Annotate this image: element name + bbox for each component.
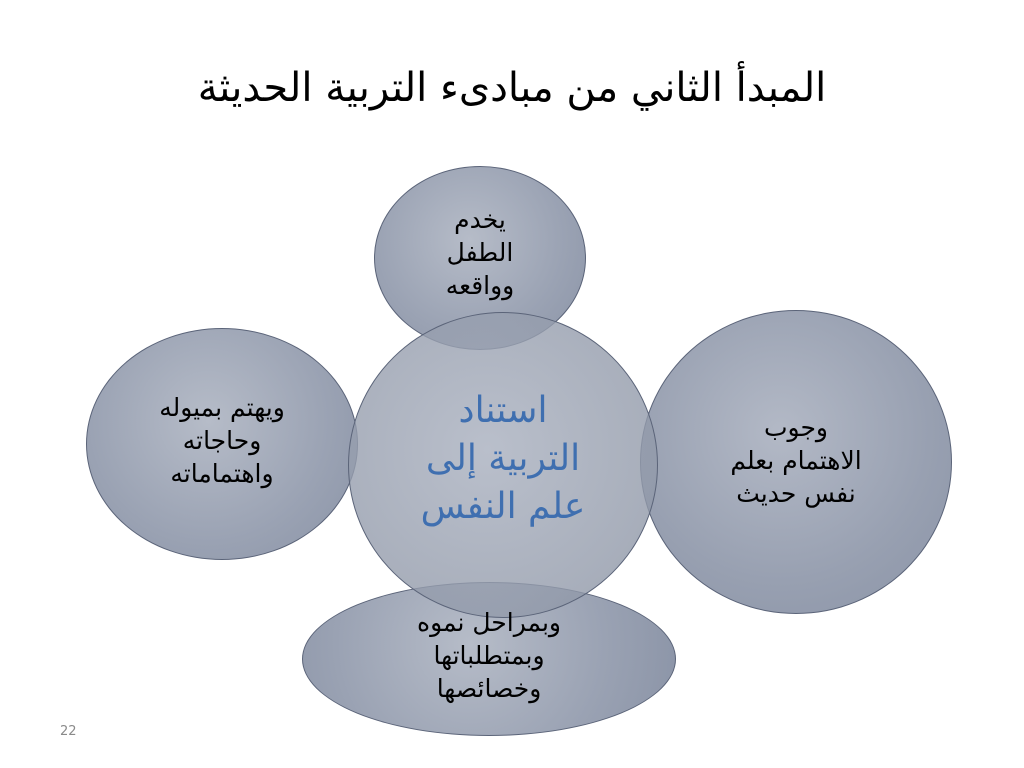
circle-top-text <box>446 203 515 302</box>
circle-right-node <box>640 310 952 614</box>
circle-left-line-1: ويهتم بميوله <box>159 392 285 422</box>
slide-number: 22 <box>60 724 77 739</box>
circle-left-node <box>86 328 358 560</box>
circle-center-line-3: علم النفس <box>420 486 586 527</box>
circle-center-line-2: التربية إلى <box>425 438 581 479</box>
circle-bottom-line-2: وبمتطلباتها <box>433 640 545 670</box>
circle-right-line-1: وجوب <box>764 412 828 442</box>
circle-center-text <box>421 387 586 531</box>
circle-bottom-node <box>302 582 676 736</box>
slide-title: المبدأ الثاني من مبادىء التربية الحديثة <box>197 65 827 111</box>
circle-center-node <box>348 312 658 618</box>
circle-left-text <box>159 391 285 490</box>
circle-left-line-2: وحاجاته <box>182 425 262 455</box>
circle-left-line-3: واهتماماته <box>170 458 274 488</box>
circle-bottom-line-3: وخصائصها <box>436 673 542 703</box>
circle-right-line-3: نفس حديث <box>736 478 856 508</box>
circle-top-line-1: يخدم <box>454 204 506 234</box>
circle-top-line-3: وواقعه <box>445 270 515 300</box>
circle-center-line-1: استناد <box>458 390 548 431</box>
circle-top-line-2: الطفل <box>446 237 514 267</box>
circle-bottom-line-1: وبمراحل نموه <box>417 607 561 637</box>
circle-right-text <box>730 411 861 510</box>
circle-right-line-2: الاهتمام بعلم <box>730 445 862 475</box>
circle-bottom-text <box>417 606 561 705</box>
